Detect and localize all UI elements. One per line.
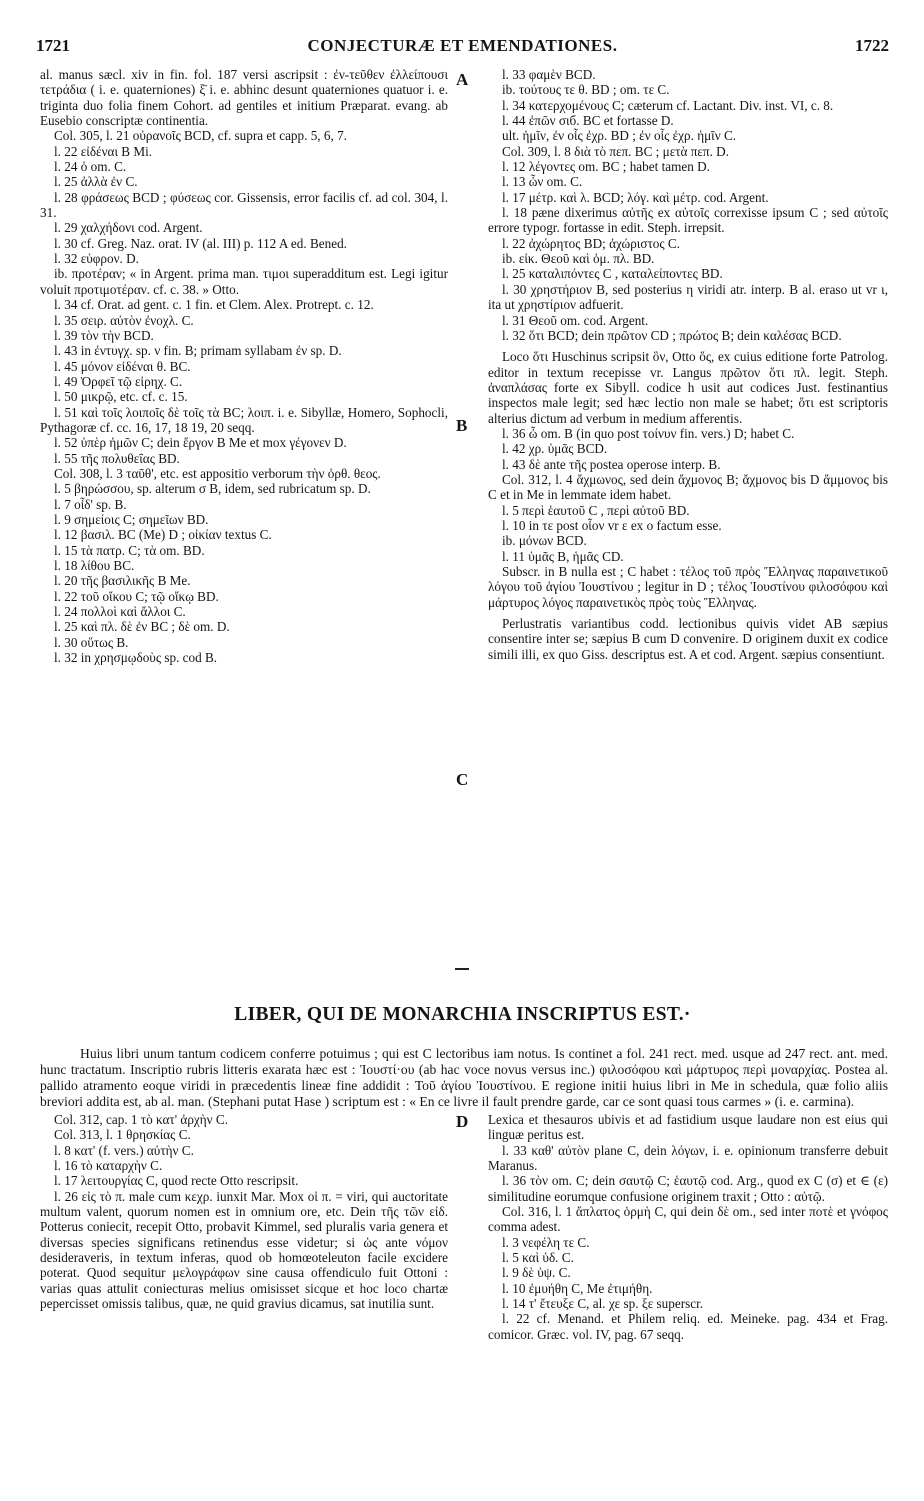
right-column-monarchia-notes [488,1112,888,1342]
section-intro [40,1046,888,1110]
note-line: l. 34 κατερχομένους C; cæterum cf. Lactant. Div. inst. VI, c. 8. [502,97,834,113]
note-line: l. 51 καὶ τοῖς λοιποῖς δὲ τοῖς τὰ BC; λοιπ. i. e. Sibyllæ, Homero, Sophocli, Pythagoræ cf. cc. 16, 17, 18 19, 20 seqq. [40,404,448,435]
margin-letter-a: A [456,70,469,89]
section-divider [455,968,469,970]
note-line: l. 31 Θεοῦ om. cod. Argent. [502,312,649,328]
note-line: l. 5 καὶ ὑδ. C. [502,1250,574,1266]
note-line: l. 16 τὸ καταρχὴν C. [54,1158,163,1174]
note-line: l. 33 καθ' αὐτὸν plane C, dein λόγων, i. e. opinionum transferre debuit Maranus. [488,1142,888,1174]
section-title: LIBER, QUI DE MONARCHIA INSCRIPTUS EST.· [234,1004,691,1025]
intro-paragraph: Huius libri unum tantum codicem conferre potuimus ; qui est C lectoribus iam notus. Is continet a fol. 241 rect. med. usque ad 247 rect. ant. med. hunc tractatum. Inscriptio rubris litteris exarata hæc est : Ἰουστί·ου (ab hac voce novus versus inc.) φιλοσόφου καὶ μάρτυρος περὶ μοναρχίας. Postea al. pallido atramento eoque viridi in præcedentis lineæ fine addidit : Τοῦ ἁγίου Ἰουστίνου. E regione initii huius libri in Me in schedula, quæ folio aliis breviori addita est, ab al. man. (Stephani putat Hase ) scriptum est : « En ce livre il fault prendre garde, car ce sont quasi tous carmes » (i. e. carmina). [40,1046,888,1109]
note-line: l. 35 σειρ. αὐτὸν ἐνοχλ. C. [54,312,194,328]
note-line: l. 5 βηρώσσου, sp. alterum σ B, idem, sed rubricatum sp. D. [54,481,371,497]
note-line: l. 44 ἐπῶν σιб. BC et fortasse D. [502,113,674,129]
note-line: l. 34 cf. Orat. ad gent. c. 1 fin. et Clem. Alex. Protrept. c. 12. [54,297,374,313]
note-line: ib. προτέραν; « in Argent. prima man. τιμοι superadditum est. Legi igitur voluit προτιμοτέραν. cf. c. 38. » Otto. [40,266,448,297]
margin-letter-b: B [456,416,468,435]
note-line: l. 29 χαλχήδονι cod. Argent. [54,220,203,236]
note-line: l. 12 λέγοντες om. BC ; habet tamen D. [502,159,710,175]
note-line: l. 17 μέτρ. καὶ λ. BCD; λόγ. καὶ μέτρ. cod. Argent. [502,189,769,205]
note-line: l. 18 pæne dixerimus αὐτῆς ex αὐτοῖς correxisse ipsum C ; sed αὐτοῖς errore typogr. fortasse in edit. Steph. irrepsit. [488,205,888,236]
note-line: ib. μόνων BCD. [502,533,587,549]
note-line: l. 30 cf. Greg. Naz. orat. IV (al. III) p. 112 A ed. Bened. [54,235,347,251]
note-line: l. 45 μόνον εἰδέναι θ. BC. [54,358,191,374]
note-line: ib. τούτους τε θ. BD ; om. τε C. [502,82,670,98]
note-line: l. 14 τ' ἔτευξε C, al. χε sp. ξε superscr. [502,1296,704,1312]
note-line: Perlustratis variantibus codd. lectionibus quivis videt AB sæpius consentire inter se; sæpius B cum D convenire. D originem duxit ex codice simili illi, ex quo Giss. descriptus est. A et cod. Argent. sæpius consentiunt. [488,616,888,662]
note-line: l. 25 καταλιπόντες C , καταλείποντες BD. [502,266,723,282]
note-line: l. 22 cf. Menand. et Philem reliq. ed. Meineke. pag. 434 et Frag. comicor. Græc. vol. IV, pag. 67 seqq. [488,1311,888,1342]
note-line: l. 22 τοῦ οἴκου C; τῷ οἴκῳ BD. [54,588,219,604]
note-line: l. 36 τὸν om. C; dein σαυτῷ C; ἑαυτῷ cod. Arg., quod ex C (σ) et ∈ (ε) similitudine eorumque confusione originem traxit ; Otto : αὐτῷ. [488,1173,888,1204]
note-line: l. 43 in ἐντυγχ. sp. ν fin. B; primam syllabam ἐν sp. D. [54,343,342,359]
note-line: al. manus sæcl. xiv in fin. fol. 187 versi ascripsit : ἐν-τεῦθεν ἐλλείπουσι τετράδια ( i. e. quaterniones) ξ̄ i. e. abhinc desunt quaterniones quatuor i. e. triginta duo folia finem Cohort. ad gentiles et initium Præparat. evang. ab Eusebio conscriptæ continentia. [40,67,448,129]
margin-letter-c: C [456,770,469,789]
note-line: l. 26 εἰς τὸ π. male cum κεχρ. iunxit Mar. Mox οἱ π. = viri, qui auctoritate multum valent, quorum nomen est in omnium ore, etc. Dein τῆς τῶν εἰδ. Potterus coniecit, recepit Otto, probavit Kimmel, sed pluralis varia genera et diversas species significans retinendus esse videtur; si ὡς ante νόμον desideraveris, in textum inferas, quod ob homœoteleuton facile excidere poterat. Quod sequitur μελογράφων sine causa offendiculo fuit Ottoni : varias quas attulit coniecturas melius omisisset sicque et hoc loco chartæ pepercisset omissis talibus, quæ, ne quid gravius dicamus, sat inutilia sunt. [40,1188,448,1312]
note-line: l. 36 ὦ om. B (in quo post τοίνυν fin. vers.) D; habet C. [502,425,795,441]
note-line: l. 42 χρ. ὑμᾶς BCD. [502,441,608,457]
note-line: l. 30 οὕτως B. [54,634,129,650]
note-line: l. 33 φαμὲν BCD. [502,67,596,82]
note-line: Col. 313, l. 1 θρησκίας C. [54,1127,191,1143]
page-number-left: 1721 [36,36,70,55]
note-line: l. 24 ὁ om. C. [54,159,127,175]
note-line: l. 9 δὲ ὑψ. C. [502,1265,571,1281]
note-line: l. 15 τὰ πατρ. C; τὰ om. BD. [54,542,205,558]
note-line: l. 25 ἀλλὰ ἐν C. [54,174,138,190]
note-line: Col. 312, cap. 1 τὸ κατ' ἀρχὴν C. [54,1112,229,1127]
note-line: l. 22 εἰδέναι B Mi. [54,143,153,159]
note-line: Col. 316, l. 1 ἄπλατος ὁρμὴ C, qui dein δὲ om., sed inter ποτὲ et γνόφος comma adest. [488,1204,888,1235]
note-line: Lexica et thesauros ubivis et ad fastidium usque laudare non est eius qui linguæ peritus est. [488,1112,888,1143]
note-line: l. 24 πολλοὶ καὶ ἄλλοι C. [54,604,186,620]
note-line: ult. ἡμῖν, ἐν οἷς ἐχρ. BD ; ἐν οἷς ἐχρ. ἡμῖν C. [502,128,737,144]
note-line: l. 5 περὶ ἑαυτοῦ C , περὶ αὐτοῦ BD. [502,502,690,518]
note-line: l. 50 μικρῷ, etc. cf. c. 15. [54,389,188,405]
note-line: l. 28 φράσεως BCD ; φύσεως cor. Gissensis, error facilis cf. ad col. 304, l. 31. [40,189,448,221]
note-line: l. 17 λειτουργίας C, quod recte Otto rescripsit. [54,1173,299,1189]
note-line: Col. 305, l. 21 οὐρανοῖς BCD, cf. supra et capp. 5, 6, 7. [54,128,347,144]
note-line: l. 52 ὑπὲρ ἡμῶν C; dein ἔργον B Me et mox γέγονεν D. [54,435,347,451]
note-line: ib. εἰκ. Θεοῦ καὶ ὁμ. πλ. BD. [502,251,655,267]
note-line: Col. 312, l. 4 ἄχμωνος, sed dein ἄχμονος B; ἄχμονος bis D ἄμμονος bis C et in Me in lemmate idem habet. [488,471,888,503]
note-line: l. 22 ἀχώρητος BD; ἀχώριστος C. [502,235,680,251]
margin-letter-d: D [456,1112,469,1131]
note-line: l. 12 βασιλ. BC (Me) D ; οἰκίαν textus C. [54,527,272,543]
left-column-monarchia-notes [40,1112,448,1311]
note-line: l. 18 λίθου BC. [54,558,135,573]
note-line: l. 32 in χρησμῳδοὺς sp. cod B. [54,650,218,666]
note-line: l. 30 χρηστήριον B, sed posterius η viridi atr. interp. B al. eraso ut vr ι, ita ut χρηστίριον adfuerit. [488,281,888,313]
note-line: l. 13 ὧν om. C. [502,174,583,190]
note-line: l. 43 δὲ ante τῆς postea operose interp. B. [502,456,721,472]
note-line: Col. 309, l. 8 διὰ τὸ πεπ. BC ; μετὰ πεπ. D. [502,143,730,159]
note-line: Col. 308, l. 3 ταῦθ', etc. est appositio verborum τὴν ὀρθ. θεος. [54,465,381,481]
note-line: l. 10 ἐμυήθη C, Me ἐτιμήθη. [502,1280,653,1296]
note-line: l. 8 κατ' (f. vers.) αὐτὴν C. [54,1142,194,1158]
note-line: l. 9 σημείοις C; σημεῖων BD. [54,511,209,527]
note-line: l. 3 νεφέλη τε C. [502,1234,590,1250]
note-line: l. 32 ὅτι BCD; dein πρῶτον CD ; πρώτος B; dein καλέσας BCD. [502,327,842,343]
note-line: l. 25 καὶ πλ. δὲ ἐν BC ; δὲ om. D. [54,619,230,635]
note-line: l. 11 ὑμᾶς B, ἡμᾶς CD. [502,548,624,564]
note-line: l. 49 Ὀρφεῖ τῷ εἰρηχ. C. [54,373,183,389]
note-line: l. 39 τὸν τὴν BCD. [54,327,154,343]
note-line: l. 10 in τε post οἶον vr ε ex ο factum esse. [502,517,722,533]
note-line: l. 20 τῆς βασιλικῆς B Me. [54,573,191,589]
left-column-notes [40,67,448,665]
right-column-notes [488,67,888,662]
note-line: l. 7 οἶδ' sp. B. [54,496,127,512]
page-number-right: 1722 [855,36,889,55]
running-title: CONJECTURÆ ET EMENDATIONES. [307,36,618,55]
note-line: l. 32 εὐφρον. D. [54,251,139,267]
note-line: Subscr. in B nulla est ; C habet : τέλος τοῦ πρὸς Ἕλληνας παραινετικοῦ λόγου τοῦ ἁγίου Ἰουστίνου ; legitur in D ; τέλος Ἰουστίνου φιλοσόφου καὶ μάρτυρος λόγος παραινετικὸς πρὸς τοὺς Ἕλληνας. [488,564,888,610]
running-header [36,36,889,60]
note-line: Loco ὅτι Huschinus scripsit ὃν, Otto ὅς, ex cuius editione forte Patrolog. editor in textum recepisse vr. Langus πρῶτον ὅτι πλ. legit. Steph. ἀναπλάσας forte ex Sibyll. codice h usit aut codices Just. festinantius inspectos male legit; sed hæc lectio non male se habet; ὅτι est scriptoris alterius dictum ad verbum in medium afferentis. [488,349,888,426]
note-line: l. 55 τῆς πολυθεΐας BD. [54,450,180,466]
